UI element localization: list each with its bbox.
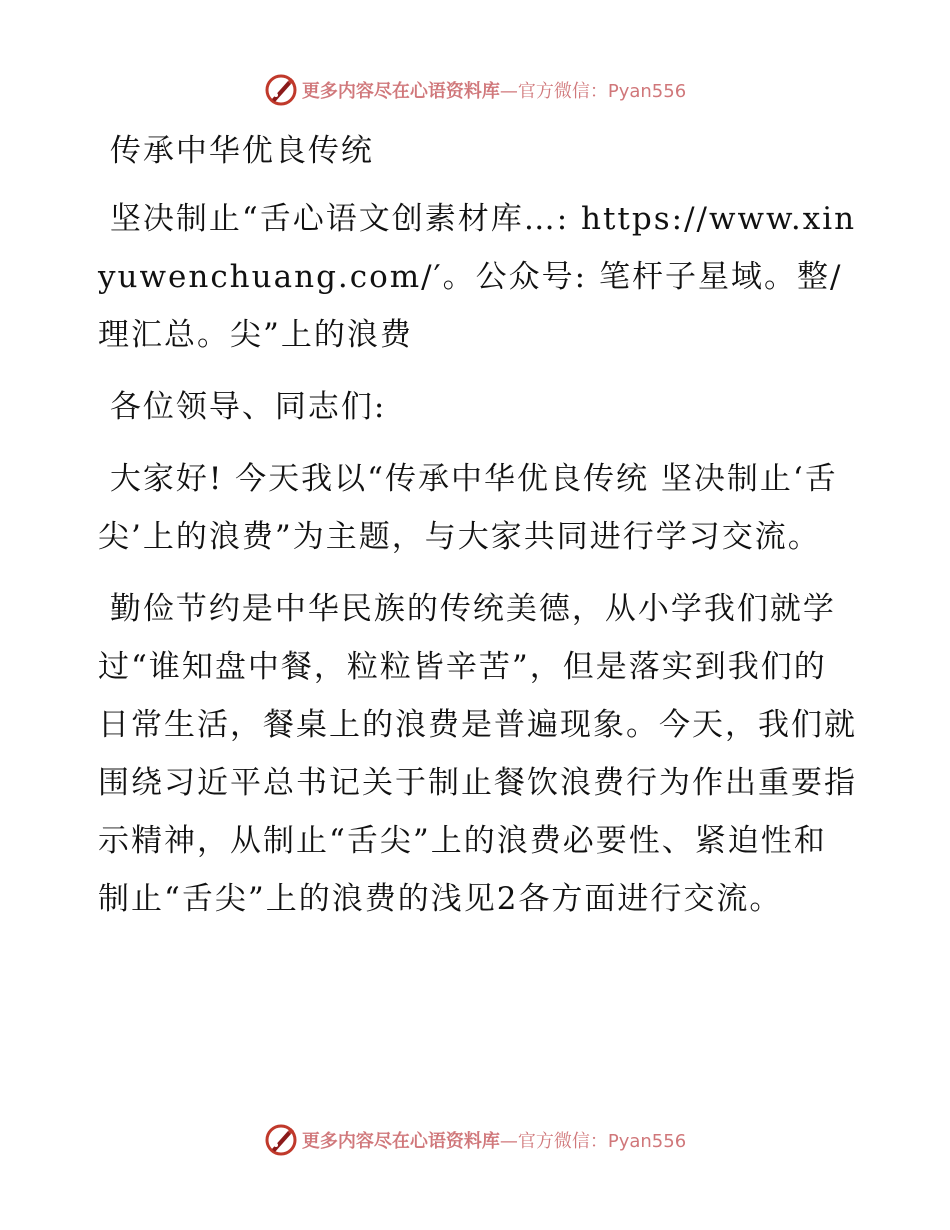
pen-logo-icon bbox=[264, 73, 298, 107]
footer-wechat-id: Pyan556 bbox=[607, 1131, 687, 1152]
document-body bbox=[98, 122, 858, 942]
header-dash: — bbox=[499, 81, 518, 102]
document-paragraph: 各位领导、同志们: bbox=[98, 389, 387, 425]
header-banner bbox=[0, 70, 950, 110]
footer-banner-inner bbox=[264, 1123, 686, 1157]
header-wechat-id: Pyan556 bbox=[607, 81, 687, 102]
footer-banner-text bbox=[302, 1127, 686, 1153]
footer-wechat-label: 官方微信： bbox=[517, 1131, 608, 1152]
footer-banner bbox=[0, 1120, 950, 1160]
document-paragraph: 坚决制止“舌心语文创素材库…: https://www.xinyuwenchuang.com/′。公众号: 笔杆子星域。整/理汇总。尖”上的浪费 bbox=[98, 201, 857, 353]
pen-logo-icon bbox=[264, 1123, 298, 1157]
document-title: 传承中华优良传统 bbox=[98, 133, 374, 169]
header-site-text: 更多内容尽在心语资料库 bbox=[301, 81, 500, 102]
document-paragraph: 大家好! 今天我以“传承中华优良传统 坚决制止‘舌尖’上的浪费”为主题，与大家共同进行学习交流。 bbox=[98, 461, 838, 555]
document-paragraph: 勤俭节约是中华民族的传统美德，从小学我们就学过“谁知盘中餐，粒粒皆辛苦”，但是落实到我们的日常生活，餐桌上的浪费是普遍现象。今天，我们就围绕习近平总书记关于制止餐饮浪费行为作出重要指示精神，从制止“舌尖”上的浪费必要性、紧迫性和制止“舌尖”上的浪费的浅见2各方面进行交流。 bbox=[98, 591, 857, 917]
header-banner-inner bbox=[264, 73, 686, 107]
footer-dash: — bbox=[499, 1131, 518, 1152]
footer-site-text: 更多内容尽在心语资料库 bbox=[301, 1131, 500, 1152]
header-banner-text bbox=[302, 77, 686, 103]
header-wechat-label: 官方微信： bbox=[517, 81, 608, 102]
